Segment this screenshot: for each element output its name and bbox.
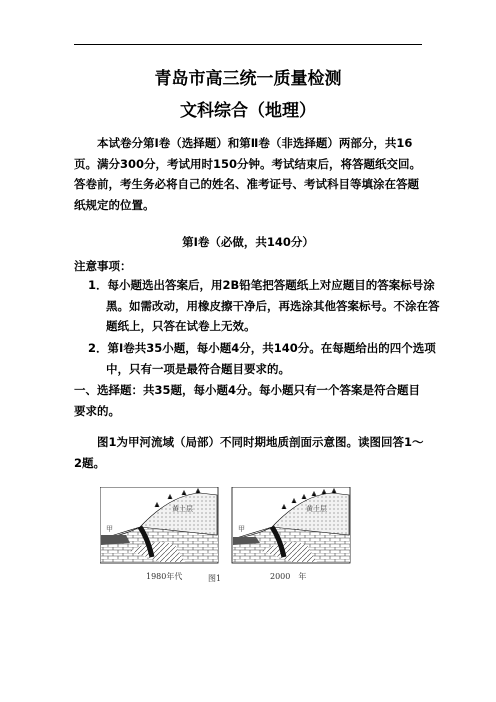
intro-paragraph: 本试卷分第Ⅰ卷（选择题）和第Ⅱ卷（非选择题）两部分，共16页。满分300分，考试用时150分钟。考试结束后，将答题纸交回。答卷前，考生务必将自己的姓名、准考证号、考试科目等填涂在答题纸规定的位置。 (74, 136, 422, 212)
river-label-left: 甲 (106, 525, 113, 533)
river-label-right: 甲 (238, 525, 245, 533)
figure-intro: 图1为甲河流域（局部）不同时期地质剖面示意图。读图回答1～2题。 (74, 435, 424, 470)
question-section-intro: 一、选择题：共35题，每小题4分。每小题只有一个答案是符合题目要求的。 (74, 383, 421, 418)
panel-2000 (232, 487, 350, 563)
loess-label-left: 黄土层 (172, 505, 193, 513)
geologic-figure (100, 487, 400, 587)
page-subtitle: 文科综合（地理） (180, 101, 316, 121)
geologic-section-diagram (100, 487, 400, 583)
loess-label-right: 黄土层 (306, 505, 327, 513)
figure-label: 图1 (208, 574, 222, 583)
section-heading: 第Ⅰ卷（必做，共140分） (182, 235, 314, 249)
note-item-2: 2．第Ⅰ卷共35小题，每小题4分，共140分。在每题给出的四个选项中，只有一项是最符合题目要求的。 (88, 341, 436, 376)
header-rule (74, 44, 422, 45)
notes-heading: 注意事项： (74, 259, 132, 273)
note-item-1: 1．每小题选出答案后，用2B铅笔把答题纸上对应题目的答案标号涂黑。如需改动，用橡皮擦干净后，再选涂其他答案标号。不涂在答题纸上，只答在试卷上无效。 (88, 278, 440, 333)
caption-1980s: 1980年代 (146, 572, 183, 581)
page-title: 青岛市高三统一质量检测 (154, 69, 342, 89)
caption-2000: 2000 年 (270, 572, 307, 581)
panel-1980s (100, 487, 218, 563)
